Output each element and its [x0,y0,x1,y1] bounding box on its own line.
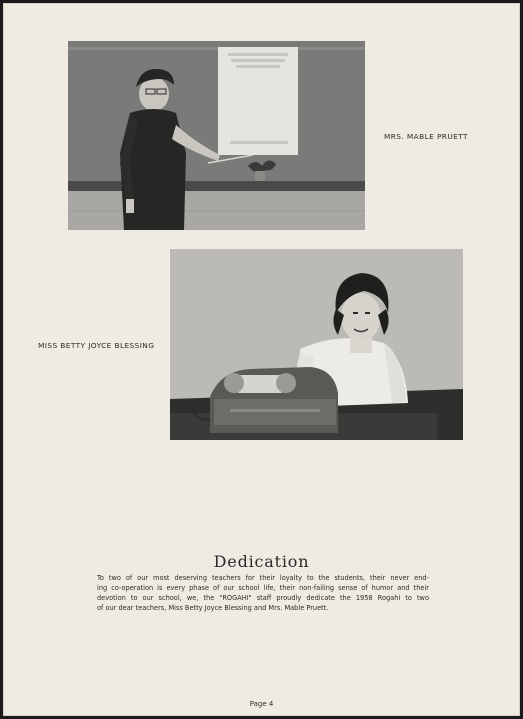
dedication-line: To two of our most deserving teachers for their loyalty to the students, their never end- [97,574,429,582]
dedication-line: devotion to our school, we, the "ROGAHI" staff proudly dedicate the 1958 Rogahi to two [97,594,429,602]
caption-miss-blessing: MISS BETTY JOYCE BLESSING [38,341,155,350]
photo-mrs-pruett [68,41,365,230]
photo-miss-blessing [170,249,463,440]
caption-mrs-pruett: MRS. MABLE PRUETT [384,132,468,141]
page-number: Page 4 [249,700,274,708]
dedication-line: ing co-operation is every phase of our school life, their non-failing sense of humor and their [97,584,429,592]
yearbook-page [3,3,520,716]
dedication-title: Dedication [213,552,310,571]
dedication-line: of our dear teachers, Miss Betty Joyce Blessing and Mrs. Mable Pruett. [97,604,329,612]
